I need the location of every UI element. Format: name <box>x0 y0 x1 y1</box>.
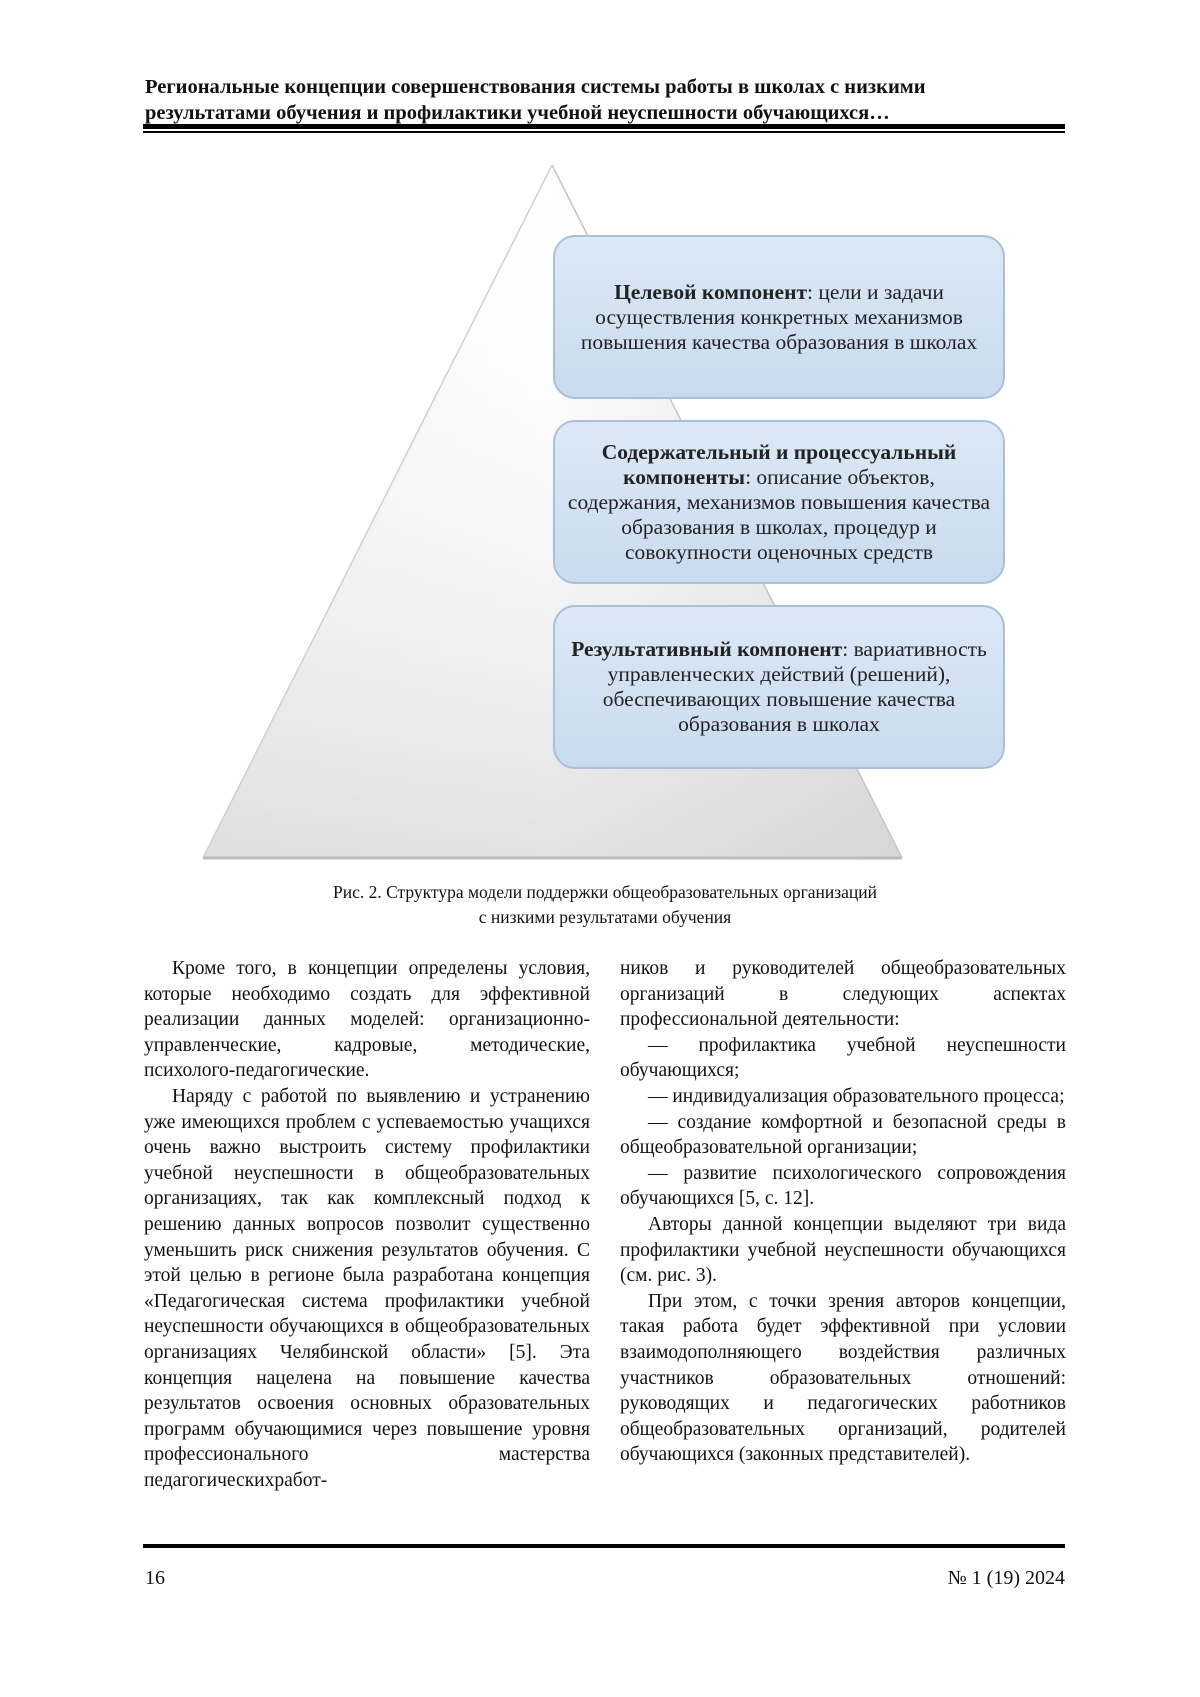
box-title: Целевой компонент <box>614 280 807 304</box>
box-text: : вариативность управленческих действий (решений), обеспечивающих повышение качества образования в школах <box>603 637 987 736</box>
goal-component-box <box>553 235 1005 399</box>
list-item: — профилактика учебной неуспешности обучающихся; <box>620 1033 1066 1084</box>
footer-rule <box>143 1544 1065 1548</box>
caption-line-1: Рис. 2. Структура модели поддержки общеобразовательных организаций <box>200 880 1010 905</box>
running-header <box>145 74 1075 126</box>
box-title: Содержательный и процессуальный компоненты <box>602 440 957 489</box>
list-item: — развитие психологического сопровождения обучающихся [5, с. 12]. <box>620 1161 1066 1212</box>
figure-pyramid <box>0 150 1200 870</box>
header-line-2: результатами обучения и профилактики учебной неуспешности обучающихся… <box>145 100 1075 126</box>
list-item: — создание комфортной и безопасной среды в общеобразовательной организации; <box>620 1110 1066 1161</box>
paragraph: ников и руководителей общеобразовательных организаций в следующих аспектах профессиональной деятельности: <box>620 956 1066 1033</box>
paragraph: Кроме того, в концепции определены условия, которые необходимо создать для эффективной реализации данных моделей: организационно-управленческие, кадровые, методические, психолого-педагогические. <box>144 956 590 1084</box>
content-process-component-box <box>553 420 1005 584</box>
left-column <box>144 956 590 1493</box>
right-column <box>620 956 1066 1468</box>
page-number: 16 <box>145 1567 165 1590</box>
caption-line-2: с низкими результатами обучения <box>200 905 1010 930</box>
figure-caption <box>200 880 1010 930</box>
box-text: : описание объектов, содержания, механизмов повышения качества образования в школах, процедур и совокупности оценочных средств <box>568 465 990 564</box>
header-line-1: Региональные концепции совершенствования системы работы в школах с низкими <box>145 74 1075 100</box>
result-component-box <box>553 605 1005 769</box>
paragraph: Авторы данной концепции выделяют три вида профилактики учебной неуспешности обучающихся (см. рис. 3). <box>620 1212 1066 1289</box>
list-item: — индивидуализация образовательного процесса; <box>620 1084 1066 1110</box>
issue-number: № 1 (19) 2024 <box>948 1567 1065 1590</box>
paragraph: Наряду с работой по выявлению и устранению уже имеющихся проблем с успеваемостью учащихся очень важно выстроить систему профилактики учебной неуспешности в общеобразовательных организациях, так как комплексный подход к решению данных вопросов позволит существенно уменьшить риск снижения результатов обучения. С этой целью в регионе была разработана концепция «Педагогическая система профилактики учебной неуспешности обучающихся в общеобразовательных организациях Челябинской области» [5]. Эта концепция нацелена на повышение качества результатов освоения основных образовательных программ обучающимися через повышение уровня профессионального мастерства педагогическихработ- <box>144 1084 590 1494</box>
header-rule <box>143 124 1065 129</box>
header-rule-thin <box>143 131 1065 133</box>
box-title: Результативный компонент <box>571 637 842 661</box>
paragraph: При этом, с точки зрения авторов концепции, такая работа будет эффективной при условии взаимодополняющего воздействия различных участников образовательных отношений: руководящих и педагогических работников общеобразовательных организаций, родителей обучающихся (законных представителей). <box>620 1289 1066 1468</box>
box-text: : цели и задачи осуществления конкретных механизмов повышения качества образования в школах <box>581 280 977 354</box>
